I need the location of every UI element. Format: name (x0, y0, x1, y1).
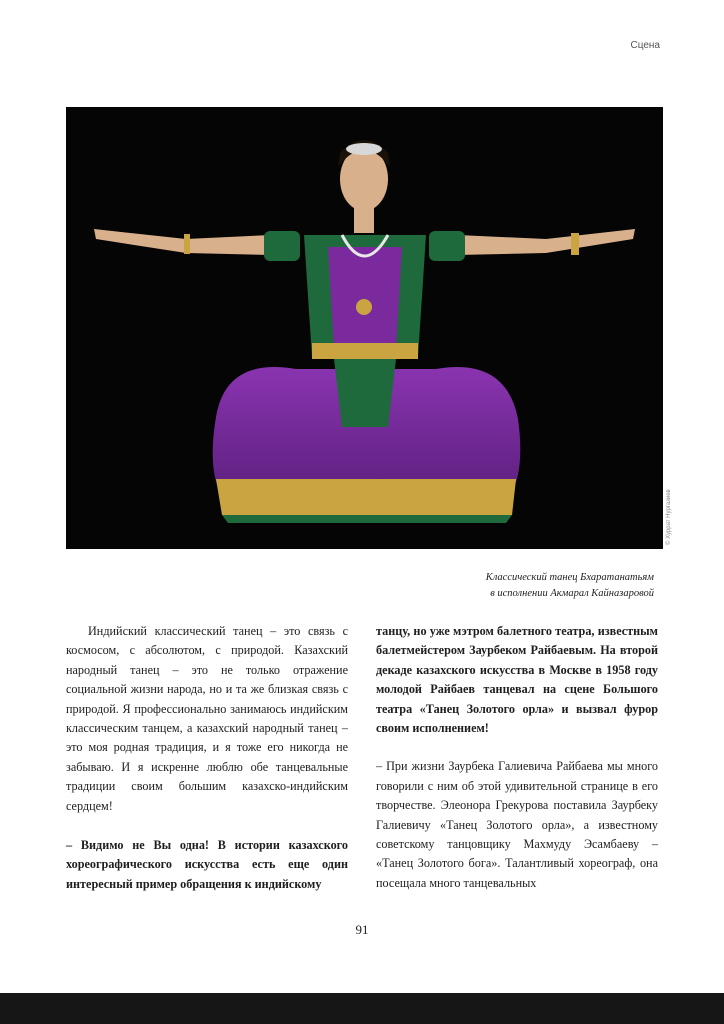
text-column-left (66, 622, 348, 894)
paragraph: Индийский классический танец – это связь с космосом, с абсолютом, с природой. Казахский народный танец – это не только отражение социальной жизни народа, но и та же близкая связь с природой. Я профессионально занимаюсь индийским классическим танцем, а казахский народный танец – это моя родная традиция, и я тоже его никогда не забываю. И я искренне люблю обе танцевальные традиции своим большим казахско-индийским сердцем! (66, 624, 348, 813)
dancer-photo (66, 107, 663, 549)
caption-line: в исполнении Акмарал Кайназаровой (490, 588, 654, 599)
section-label: Сцена (630, 40, 660, 51)
page-number: 91 (355, 922, 369, 937)
photo-caption (354, 570, 654, 602)
paragraph: – При жизни Заурбека Галиевича Райбаева мы много говорили с ним об этой удивительной странице в его творчестве. Элеонора Грекурова поставила Заурбеку Галиевичу «Танец Золотого орла», а известному советскому танцовщику Махмуду Эсамбаеву – «Танец Золотого бога». Талантливый хореограф, она посещала много танцевальных (376, 759, 658, 890)
caption-line: Классический танец Бхаратанатьям (485, 572, 654, 583)
bottom-edge-bar (0, 993, 724, 1024)
text-column-right (376, 622, 658, 893)
dancer-illustration (66, 107, 663, 549)
interview-question: – Видимо не Вы одна! В истории казахского хореографического искусства есть еще один интересный пример обращения к индийскому (66, 838, 348, 891)
photo-credit: © Хуррат Нургазиев (666, 489, 672, 545)
interview-question: танцу, но уже мэтром балетного театра, известным балетмейстером Заурбеком Райбаевым. На второй декаде казахского искусства в Москве в 1958 году молодой Райбаев танцевал на сцене Большого театра «Танец Золотого орла» и вызвал фурор своим исполнением! (376, 624, 658, 736)
